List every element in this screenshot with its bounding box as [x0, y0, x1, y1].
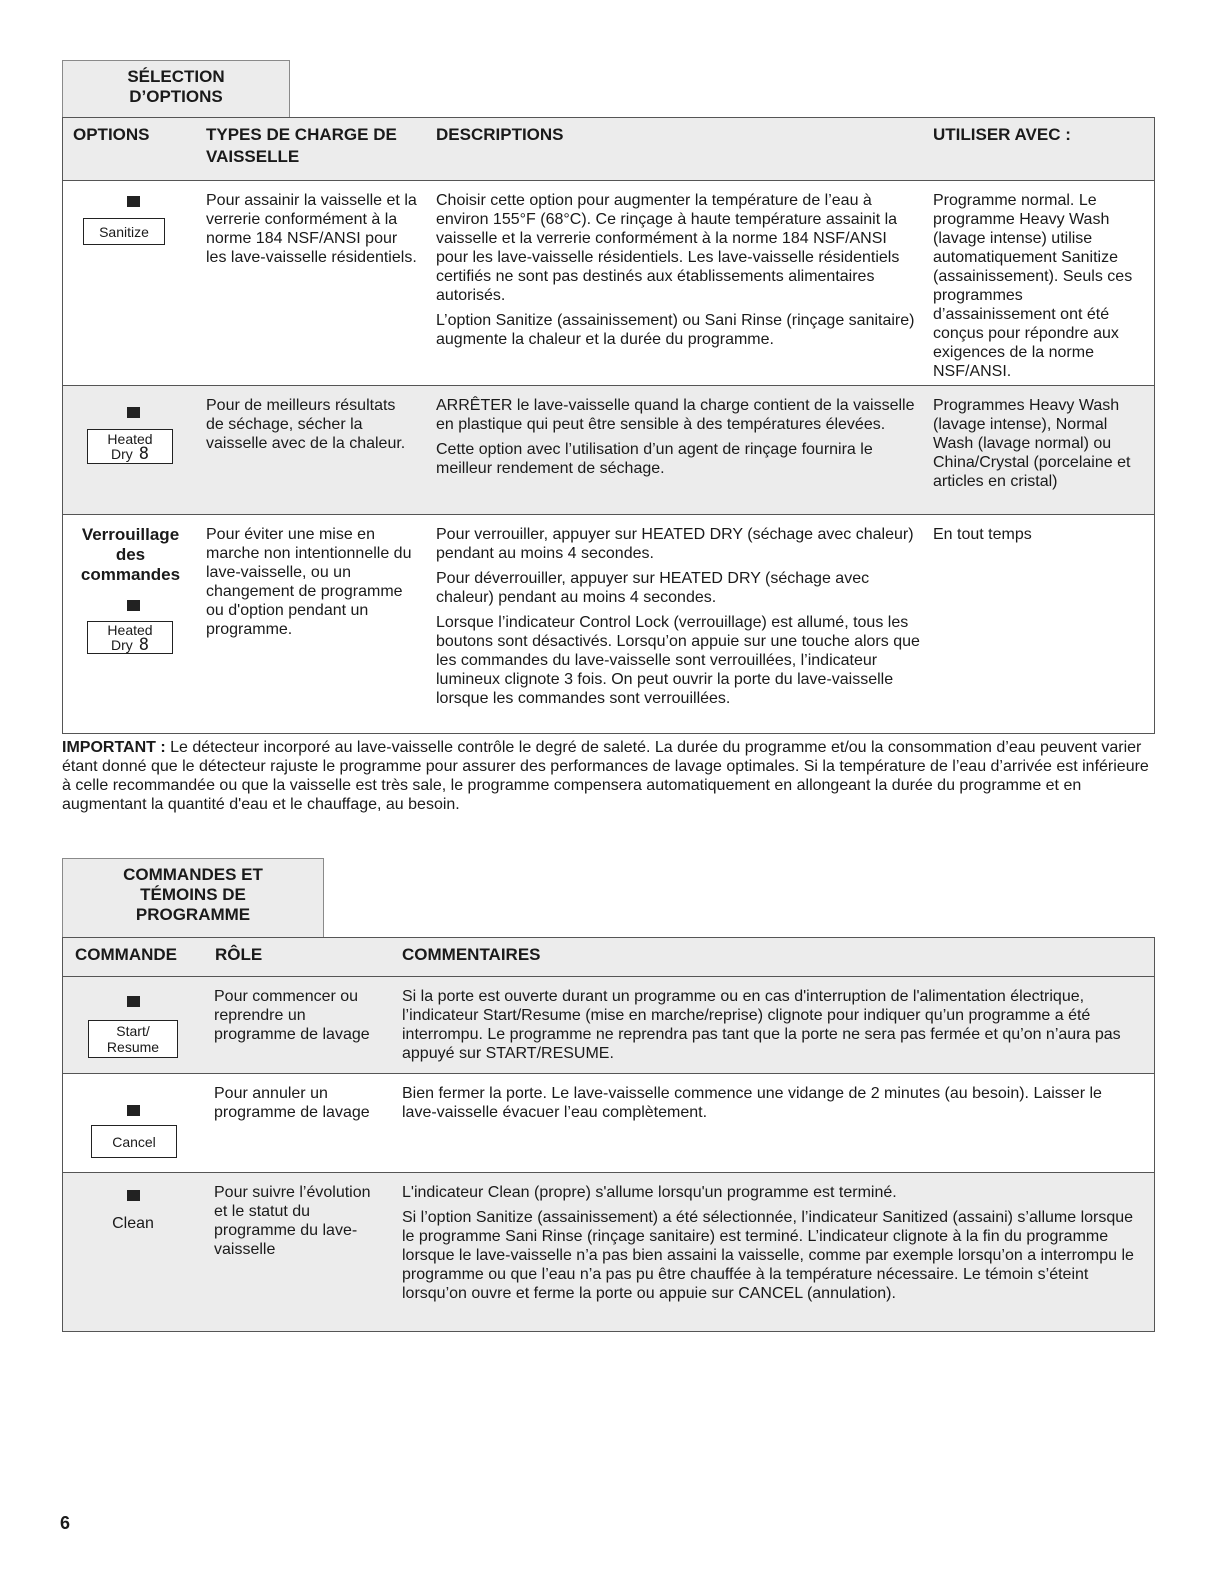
header-comments: COMMENTAIRES: [402, 945, 541, 964]
control-row-clean: [63, 1173, 1154, 1331]
cancel-indicator-light: [127, 1105, 140, 1116]
option-row-sanitize: [63, 181, 1154, 386]
heated-dry-control: [83, 404, 183, 423]
cancel-role: Pour annuler un programme de lavage: [214, 1085, 370, 1121]
clean-role: Pour suivre l’évolution et le statut du programme du lave-vaisselle: [214, 1184, 371, 1258]
control-lock-description: [436, 525, 926, 714]
sanitize-description: [436, 191, 916, 355]
heated-dry-load-type: Pour de meilleurs résultats de séchage, sécher la vaisselle avec de la chaleur.: [206, 397, 406, 452]
cancel-control: [83, 1102, 183, 1121]
heated-dry-indicator-light: [127, 407, 140, 418]
control-lock-title-2: des: [115, 545, 146, 564]
control-lock-title: [68, 525, 193, 585]
options-title-line2: D’OPTIONS: [129, 87, 223, 106]
options-title-line1: SÉLECTION: [127, 67, 225, 86]
control-lock-control: [83, 597, 183, 616]
controls-section-title: [62, 858, 324, 938]
control-lock-title-1: Verrouillage: [81, 525, 180, 544]
header-role: RÔLE: [215, 945, 263, 964]
clean-comment: [402, 1183, 1137, 1309]
control-lock-description-1: Pour verrouiller, appuyer sur HEATED DRY (séchage avec chaleur) pendant au moins 4 secondes.: [436, 526, 914, 562]
cancel-button-label: Cancel: [112, 1133, 156, 1150]
control-row-start-resume: [63, 977, 1154, 1074]
start-resume-role: Pour commencer ou reprendre un programme de lavage: [214, 988, 370, 1043]
control-lock-description-2: Pour déverrouiller, appuyer sur HEATED DRY (séchage avec chaleur) pendant au moins 4 secondes.: [436, 570, 870, 606]
control-lock-label-1: Heated: [107, 621, 153, 638]
control-lock-load-type: Pour éviter une mise en marche non intentionnelle du lave-vaisselle, ou un changement de programme ou d'option pendant un programme.: [206, 526, 412, 638]
clean-indicator-label: Clean: [112, 1215, 154, 1232]
option-row-heated-dry: [63, 386, 1154, 515]
sanitize-description-1: Choisir cette option pour augmenter la température de l’eau à environ 155°F (68°C). Ce rinçage à haute température assainit la vaisselle et la verrerie conformément à la norme 184 NSF/ANSI pour les lave-vaisselle résidentiels. Les lave-vaisselle résidentiels certifiés ne sont pas destinés aux établissements alimentaires autorisés.: [436, 192, 900, 304]
header-load-types: TYPES DE CHARGE DE VAISSELLE: [206, 125, 397, 166]
controls-title-line3: PROGRAMME: [135, 905, 251, 924]
header-command: COMMANDE: [75, 945, 177, 964]
control-lock-use-with: En tout temps: [933, 526, 1032, 543]
important-note: [62, 738, 1162, 814]
options-table-header: [63, 118, 1154, 181]
sanitize-use-with: Programme normal. Le programme Heavy Wash (lavage intense) utilise automatiquement Sanitize (assainissement). Seuls ces programmes d’assainissement ont été conçus pour répondre aux exigences de la norme NSF/ANSI.: [933, 192, 1133, 380]
options-table: [62, 117, 1155, 734]
header-use-with: UTILISER AVEC :: [933, 125, 1071, 144]
start-resume-indicator-light: [127, 996, 140, 1007]
control-row-cancel: [63, 1074, 1154, 1173]
start-resume-label-1: Start/: [116, 1023, 150, 1039]
option-row-control-lock: [63, 515, 1154, 733]
page-number: 6: [60, 1513, 71, 1533]
start-resume-control: [83, 993, 183, 1012]
sanitize-load-type: Pour assainir la vaisselle et la verrerie conformément à la norme 184 NSF/ANSI pour les lave-vaisselle résidentiels.: [206, 192, 417, 266]
segment-display-icon: 8: [138, 443, 150, 464]
sanitize-indicator-light: [127, 196, 140, 207]
clean-comment-2: Si l’option Sanitize (assainissement) a été sélectionnée, l’indicateur Sanitized (assaini) s’allume lorsque le programme Sani Rinse (rinçage sanitaire) est terminé. L’indicateur clignote à la fin du programme lorsque le lave-vaisselle n’a pas bien assaini la vaisselle, comme par exemple lorsqu’on a interrompu le programme ou que l’eau n’a pas pu être chauffée à la température nécessaire. Le témoin s’éteint lorsqu’on ouvre et ferme la porte ou appuie sur CANCEL (annulation).: [402, 1209, 1134, 1302]
controls-title-line2: TÉMOINS DE: [140, 885, 246, 904]
control-lock-indicator-light: [127, 600, 140, 611]
sanitize-description-2: L’option Sanitize (assainissement) ou Sani Rinse (rinçage sanitaire) augmente la chaleur et la durée du programme.: [436, 312, 915, 348]
heated-dry-use-with: Programmes Heavy Wash (lavage intense), Normal Wash (lavage normal) ou China/Crystal (porcelaine et articles en cristal): [933, 397, 1131, 490]
clean-control: [83, 1187, 183, 1233]
important-label: IMPORTANT :: [62, 739, 166, 756]
cancel-button[interactable]: [91, 1125, 177, 1158]
options-section-title: [62, 60, 290, 117]
segment-display-icon: 8: [138, 634, 150, 655]
important-text: Le détecteur incorporé au lave-vaisselle contrôle le degré de saleté. La durée du programme et/ou la consommation d’eau peuvent varier étant donné que le détecteur rajuste le programme pour assurer des performances de lavage optimales. Si la température de l’eau d’arrivée est inférieure à celle recommandée ou que la vaisselle est très sale, le programme compensera automatiquement en allongeant la durée du programme et en augmentant la quantité d'eau et le chauffage, au besoin.: [62, 739, 1149, 813]
heated-dry-label-2: Dry: [110, 445, 133, 462]
sanitize-button[interactable]: [83, 218, 165, 245]
header-descriptions: DESCRIPTIONS: [436, 125, 564, 144]
control-lock-title-3: commandes: [80, 565, 181, 584]
heated-dry-description-1: ARRÊTER le lave-vaisselle quand la charge contient de la vaisselle en plastique qui peut être sensible à des températures élevées.: [436, 397, 915, 433]
control-lock-label-2: Dry: [110, 636, 133, 653]
controls-table: [62, 937, 1155, 1332]
control-lock-description-3: Lorsque l’indicateur Control Lock (verrouillage) est allumé, tous les boutons sont désactivés. Lorsqu’on appuie sur une touche alors que les commandes du lave-vaisselle sont verrouillées, l’indicateur lumineux clignote 3 fois. On peut ouvrir la porte du lave-vaisselle lorsque les commandes sont verrouillées.: [436, 614, 920, 707]
sanitize-button-label: Sanitize: [99, 223, 149, 240]
cancel-comment: Bien fermer la porte. Le lave-vaisselle commence une vidange de 2 minutes (au besoin). Laisser le lave-vaisselle évacuer l’eau complètement.: [402, 1085, 1102, 1121]
start-resume-button[interactable]: [88, 1020, 178, 1058]
heated-dry-description-2: Cette option avec l’utilisation d’un agent de rinçage fournira le meilleur rendement de séchage.: [436, 441, 873, 477]
heated-dry-description: [436, 396, 926, 484]
start-resume-label-2: Resume: [106, 1039, 160, 1055]
controls-title-line1: COMMANDES ET: [123, 865, 263, 884]
heated-dry-button[interactable]: [87, 429, 173, 464]
control-lock-heated-dry-button[interactable]: [87, 621, 173, 654]
sanitize-control: [83, 193, 183, 212]
header-options: OPTIONS: [73, 125, 150, 144]
heated-dry-label-1: Heated: [107, 430, 153, 447]
clean-indicator-light: [127, 1190, 140, 1201]
controls-table-header: [63, 938, 1154, 977]
start-resume-comment: Si la porte est ouverte durant un programme ou en cas d'interruption de l'alimentation électrique, l’indicateur Start/Resume (mise en marche/reprise) clignote pour indiquer qu’un programme a été interrompu. Le programme ne reprendra pas tant que la porte ne sera pas fermée et qu’on n’aura pas appuyé sur START/RESUME.: [402, 988, 1121, 1062]
clean-comment-1: L'indicateur Clean (propre) s'allume lorsqu'un programme est terminé.: [402, 1184, 897, 1201]
